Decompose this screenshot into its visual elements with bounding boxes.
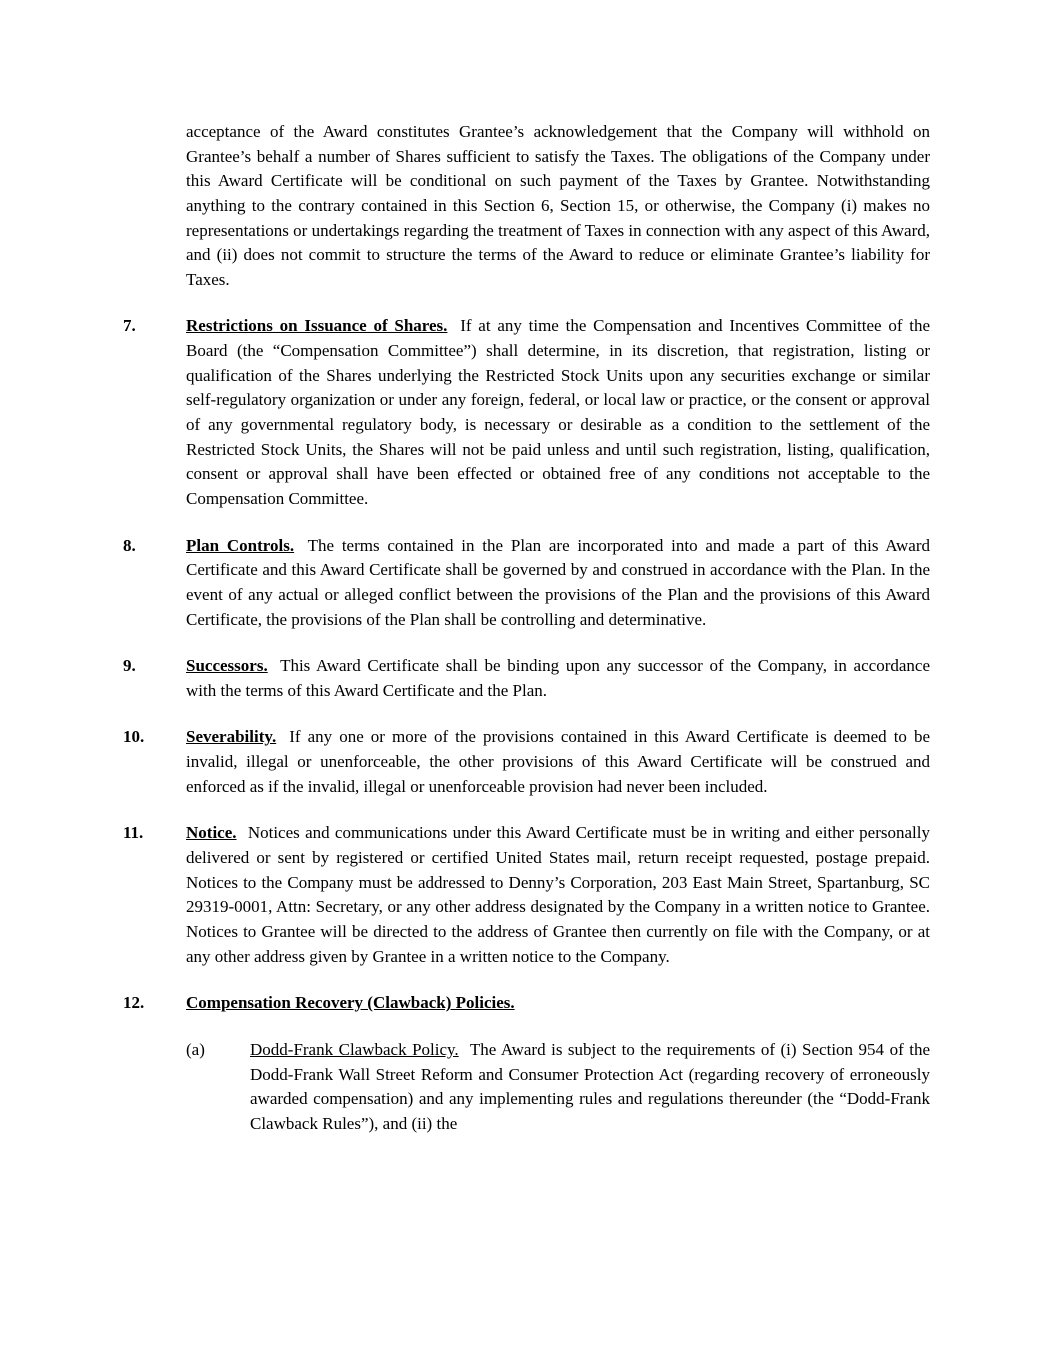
section-number: 9.	[123, 656, 136, 676]
subsection-label: (a)	[186, 1039, 205, 1059]
section-heading: Compensation Recovery (Clawback) Policies.	[186, 993, 515, 1013]
section-body: The terms contained in the Plan are incorporated into and made a part of this Award Certificate and this Award Certificate shall be governed by and construed in accordance with the Plan. In the event of any actual or alleged conflict between the provisions of the Plan and the provisions of this Award Certificate, the provisions of the Plan shall be controlling and determinative.	[186, 535, 930, 629]
section-heading: Plan Controls.	[186, 535, 295, 555]
section-number: 11.	[123, 823, 144, 843]
section-number: 8.	[123, 535, 136, 555]
subsection-a	[186, 1038, 930, 1137]
section-content	[186, 991, 930, 1016]
section-heading: Restrictions on Issuance of Shares.	[186, 316, 448, 336]
section-body: This Award Certificate shall be binding upon any successor of the Company, in accordance with the terms of this Award Certificate and the Plan.	[186, 656, 930, 700]
section-body: If at any time the Compensation and Incentives Committee of the Board (the “Compensation Committee”) shall determine, in its discretion, that registration, listing or qualification of the Shares underlying the Restricted Stock Units upon any securities exchange or similar self-regulatory organization or under any foreign, federal, or local law or practice, or the consent or approval of any governmental regulatory body, is necessary or desirable as a condition to the settlement of the Restricted Stock Units, the Shares will not be paid unless and until such registration, listing, qualification, consent or approval shall have been effected or obtained free of any conditions not acceptable to the Compensation Committee.	[186, 316, 931, 508]
section-7	[123, 314, 930, 511]
section-10	[123, 725, 930, 799]
intro-paragraph: acceptance of the Award constitutes Grantee’s acknowledgement that the Company will withhold on Grantee’s behalf a number of Shares sufficient to satisfy the Taxes. The obligations of the Company under this Award Certificate will be conditional on such payment of the Taxes by Grantee. Notwithstanding anything to the contrary contained in this Section 6, Section 15, or otherwise, the Company (i) makes no representations or undertakings regarding the treatment of Taxes in connection with any aspect of this Award, and (ii) does not commit to structure the terms of the Award to reduce or eliminate Grantee’s liability for Taxes.	[186, 122, 930, 289]
section-number: 12.	[123, 993, 145, 1013]
subsection-heading: Dodd-Frank Clawback Policy.	[250, 1039, 459, 1059]
section-12	[123, 991, 930, 1016]
section-11	[123, 821, 930, 969]
section-number: 7.	[123, 316, 136, 336]
section-number: 10.	[123, 727, 145, 747]
section-heading: Successors.	[186, 656, 268, 676]
section-body: If any one or more of the provisions contained in this Award Certificate is deemed to be invalid, illegal or unenforceable, the other provisions of this Award Certificate will be construed and enforced as if the invalid, illegal or unenforceable provision had never been included.	[186, 727, 931, 796]
section-content	[186, 654, 930, 703]
subsection-content	[250, 1038, 930, 1137]
section-content	[186, 821, 930, 969]
section-heading: Notice.	[186, 823, 237, 843]
section-content	[186, 534, 930, 633]
section-heading: Severability.	[186, 727, 277, 747]
section-content	[186, 314, 930, 511]
section-8	[123, 534, 930, 633]
subsection-body: The Award is subject to the requirements of (i) Section 954 of the Dodd-Frank Wall Street Reform and Consumer Protection Act (regarding recovery of erroneously awarded compensation) and any implementing rules and regulations thereunder (the “Dodd-Frank Clawback Rules”), and (ii) the	[250, 1039, 930, 1133]
section-body: Notices and communications under this Award Certificate must be in writing and either personally delivered or sent by registered or certified United States mail, return receipt requested, postage prepaid. Notices to the Company must be addressed to Denny’s Corporation, 203 East Main Street, Spartanburg, SC 29319-0001, Attn: Secretary, or any other address designated by the Company in a written notice to Grantee. Notices to Grantee will be directed to the address of Grantee then currently on file with the Company, or at any other address given by Grantee in a written notice to the Company.	[186, 823, 930, 966]
section-content	[186, 725, 930, 799]
section-9	[123, 654, 930, 703]
